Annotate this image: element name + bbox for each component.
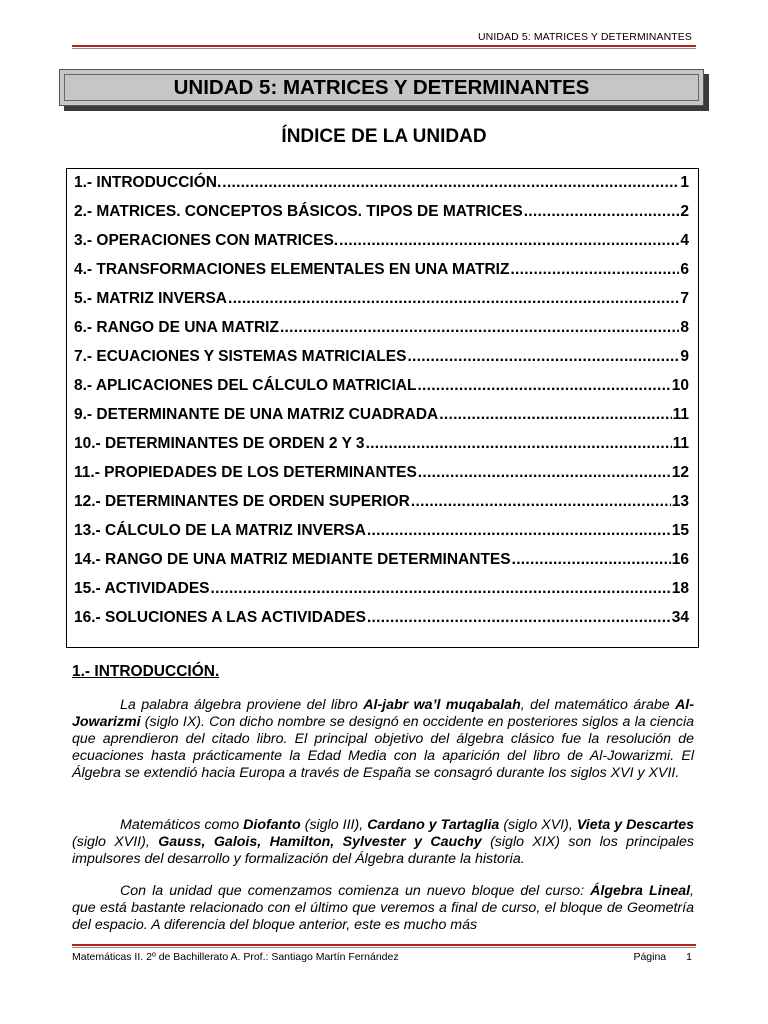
footer-author: Matemáticas II. 2º de Bachillerato A. Prof.: Santiago Martín Fernández [72, 951, 399, 963]
toc-entry[interactable] [74, 319, 689, 348]
toc-leader-dots [411, 493, 671, 511]
toc-entry-page: 1 [680, 174, 689, 191]
table-of-contents [66, 168, 699, 648]
toc-entry-label: 7.- ECUACIONES Y SISTEMAS MATRICIALES [74, 348, 407, 365]
text-run-bold: Gauss, Galois, Hamilton, Sylvester y Cauchy [158, 834, 482, 850]
toc-entry-label: 15.- ACTIVIDADES [74, 580, 210, 597]
toc-entry-page: 8 [680, 319, 689, 336]
toc-leader-dots [211, 580, 671, 598]
running-header: UNIDAD 5: MATRICES Y DETERMINANTES [477, 31, 692, 43]
toc-entry-label: 13.- CÁLCULO DE LA MATRIZ INVERSA [74, 522, 366, 539]
toc-entry-label: 16.- SOLUCIONES A LAS ACTIVIDADES [74, 609, 366, 626]
toc-entry-label: 11.- PROPIEDADES DE LOS DETERMINANTES [74, 464, 417, 481]
toc-entry-page: 11 [672, 406, 689, 423]
text-run-bold: Álgebra Lineal [590, 883, 691, 899]
toc-leader-dots [510, 261, 679, 279]
footer-page [633, 951, 692, 963]
toc-entry-page: 34 [671, 609, 689, 626]
toc-leader-dots [367, 522, 671, 540]
toc-entry-label: 2.- MATRICES. CONCEPTOS BÁSICOS. TIPOS DE MATRICES [74, 203, 523, 220]
text-run: (siglo IX). Con dicho nombre se designó en occidente en posteriores siglos a la ciencia que aprendieron del citado libro. El principal objetivo del álgebra clásico fue la resolución de ecuaciones hasta prácticamente la Edad Media con la aparición del libro de Al-Jowarizmi. El Álgebra se extendió hacia Europa a través de España se consagró durante los siglos XVI y XVII. [72, 714, 694, 781]
section-heading: 1.- INTRODUCCIÓN. [72, 663, 220, 680]
toc-leader-dots [228, 290, 679, 308]
toc-entry-label: 8.- APLICACIONES DEL CÁLCULO MATRICIAL [74, 377, 417, 394]
toc-entry-label: 4.- TRANSFORMACIONES ELEMENTALES EN UNA MATRIZ [74, 261, 510, 278]
toc-entry[interactable] [74, 551, 689, 580]
unit-title-box [59, 69, 704, 106]
toc-entry-page: 9 [680, 348, 689, 365]
toc-entry-page: 11 [672, 435, 689, 452]
text-run: La palabra álgebra proviene del libro [120, 697, 364, 713]
footer-page-label: Página [633, 951, 667, 963]
paragraph [72, 883, 694, 934]
toc-entry-page: 6 [680, 261, 689, 278]
toc-entry-label: 12.- DETERMINANTES DE ORDEN SUPERIOR [74, 493, 410, 510]
toc-leader-dots [407, 348, 679, 366]
text-run: (siglo III), [300, 817, 368, 833]
toc-leader-dots [418, 464, 671, 482]
toc-leader-dots [439, 406, 671, 424]
toc-leader-dots [367, 609, 671, 627]
toc-entry-label: 6.- RANGO DE UNA MATRIZ [74, 319, 279, 336]
footer-page-number: 1 [686, 951, 692, 963]
toc-entry-label: 14.- RANGO DE UNA MATRIZ MEDIANTE DETERMINANTES [74, 551, 511, 568]
text-run-bold: Al-Jowarizmi [72, 697, 694, 730]
toc-leader-dots [280, 319, 679, 337]
toc-entry-label: 10.- DETERMINANTES DE ORDEN 2 Y 3 [74, 435, 365, 452]
header-rule [72, 45, 696, 47]
index-heading: ÍNDICE DE LA UNIDAD [281, 126, 487, 147]
toc-entry[interactable] [74, 464, 689, 493]
toc-entry[interactable] [74, 232, 689, 261]
toc-entry[interactable] [74, 174, 689, 203]
toc-entry[interactable] [74, 290, 689, 319]
toc-entry-page: 15 [671, 522, 689, 539]
toc-leader-dots [222, 174, 679, 192]
toc-entry-page: 16 [671, 551, 689, 568]
text-run: (siglo XVI), [499, 817, 577, 833]
toc-leader-dots [366, 435, 672, 453]
toc-entry-label: 5.- MATRIZ INVERSA [74, 290, 227, 307]
toc-entry-label: 1.- INTRODUCCIÓN. [74, 174, 222, 191]
toc-entry[interactable] [74, 435, 689, 464]
unit-title: UNIDAD 5: MATRICES Y DETERMINANTES [64, 74, 699, 101]
toc-leader-dots [339, 232, 679, 250]
toc-entry-label: 3.- OPERACIONES CON MATRICES. [74, 232, 339, 249]
text-run: Matemáticos como [120, 817, 244, 833]
text-run: (siglo XIX) son los principales impulsores del desarrollo y formalización del Álgebra durante la historia. [72, 834, 695, 867]
toc-entry[interactable] [74, 493, 689, 522]
toc-leader-dots [512, 551, 671, 569]
toc-entry-page: 7 [680, 290, 689, 307]
toc-entry[interactable] [74, 348, 689, 377]
toc-entry[interactable] [74, 203, 689, 232]
toc-entry-page: 18 [671, 580, 689, 597]
toc-entry[interactable] [74, 261, 689, 290]
toc-entry[interactable] [74, 377, 689, 406]
toc-entry[interactable] [74, 522, 689, 551]
text-run: Con la unidad que comenzamos comienza un nuevo bloque del curso: [120, 883, 591, 899]
footer-rule [72, 944, 696, 946]
paragraph [72, 817, 694, 868]
toc-entry-page: 10 [671, 377, 689, 394]
toc-entry[interactable] [74, 609, 689, 638]
text-run-bold: Al-jabr wa’l muqabalah [363, 697, 521, 713]
text-run-bold: Diofanto [243, 817, 301, 833]
text-run: , del matemático árabe [520, 697, 676, 713]
toc-leader-dots [417, 377, 670, 395]
toc-entry-page: 2 [680, 203, 689, 220]
toc-entry-label: 9.- DETERMINANTE DE UNA MATRIZ CUADRADA [74, 406, 439, 423]
toc-entry[interactable] [74, 580, 689, 609]
toc-leader-dots [524, 203, 680, 221]
toc-entry-page: 12 [671, 464, 689, 481]
text-run-bold: Cardano y Tartaglia [367, 817, 500, 833]
text-run-bold: Vieta y Descartes [576, 817, 694, 833]
header-rule-shadow [72, 48, 696, 49]
toc-entry-page: 4 [680, 232, 689, 249]
toc-entry-page: 13 [671, 493, 689, 510]
paragraph [72, 697, 694, 782]
footer-rule-shadow [72, 947, 696, 948]
text-run: , que está bastante relacionado con el último que veremos a final de curso, el bloque de Geometría del espacio. A diferencia del bloque anterior, este es mucho más [72, 883, 694, 933]
toc-entry[interactable] [74, 406, 689, 435]
text-run: (siglo XVII), [72, 834, 159, 850]
